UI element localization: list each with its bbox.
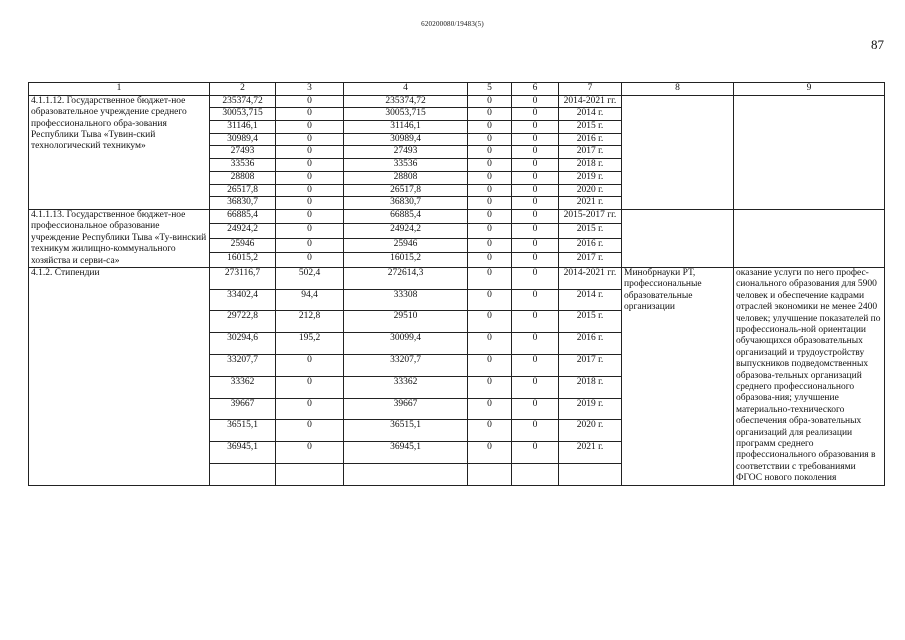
value-cell: 39667	[210, 398, 276, 420]
value-cell: 0	[512, 184, 559, 197]
agency-cell	[622, 95, 734, 209]
value-cell: 0	[512, 224, 559, 239]
value-cell: 212,8	[276, 311, 344, 333]
value-cell: 0	[468, 289, 512, 311]
budget-table	[28, 82, 885, 486]
value-cell: 33362	[344, 376, 468, 398]
empty-cell	[559, 463, 622, 485]
value-cell: 0	[468, 108, 512, 121]
value-cell: 0	[276, 224, 344, 239]
value-cell: 0	[276, 398, 344, 420]
value-cell: 0	[276, 238, 344, 253]
value-cell: 0	[512, 267, 559, 289]
value-cell: 2014 г.	[559, 289, 622, 311]
value-cell: 30099,4	[344, 333, 468, 355]
value-cell: 24924,2	[210, 224, 276, 239]
value-cell: 195,2	[276, 333, 344, 355]
value-cell: 0	[468, 121, 512, 134]
value-cell: 33207,7	[344, 354, 468, 376]
program-name-cell: 4.1.2. Стипендии	[29, 267, 210, 485]
value-cell: 0	[512, 209, 559, 224]
value-cell: 30989,4	[344, 133, 468, 146]
value-cell: 0	[468, 333, 512, 355]
value-cell: 2020 г.	[559, 184, 622, 197]
value-cell: 0	[276, 108, 344, 121]
value-cell: 0	[276, 133, 344, 146]
value-cell: 0	[468, 146, 512, 159]
value-cell: 0	[276, 420, 344, 442]
value-cell: 0	[468, 420, 512, 442]
value-cell: 0	[468, 398, 512, 420]
column-header: 3	[276, 83, 344, 96]
header-row	[29, 83, 885, 96]
value-cell: 0	[512, 159, 559, 172]
value-cell: 2016 г.	[559, 133, 622, 146]
column-header: 1	[29, 83, 210, 96]
value-cell: 2015-2017 гг.	[559, 209, 622, 224]
value-cell: 2017 г.	[559, 253, 622, 268]
value-cell: 0	[468, 209, 512, 224]
value-cell: 0	[276, 376, 344, 398]
column-header: 6	[512, 83, 559, 96]
program-name-cell: 4.1.1.13. Государственное бюджет-ное профессиональное образование учреждение Республики Тыва «Ту-винский техникум жилищно-коммунального хозяйства и серви-са»	[29, 209, 210, 267]
value-cell: 0	[512, 420, 559, 442]
empty-cell	[210, 463, 276, 485]
value-cell: 30053,715	[210, 108, 276, 121]
column-header: 8	[622, 83, 734, 96]
value-cell: 33402,4	[210, 289, 276, 311]
value-cell: 273116,7	[210, 267, 276, 289]
table-row	[29, 267, 885, 289]
value-cell: 0	[512, 108, 559, 121]
value-cell: 0	[468, 442, 512, 464]
value-cell: 235374,72	[344, 95, 468, 108]
value-cell: 2016 г.	[559, 238, 622, 253]
value-cell: 0	[468, 184, 512, 197]
value-cell: 0	[512, 253, 559, 268]
value-cell: 272614,3	[344, 267, 468, 289]
value-cell: 0	[468, 159, 512, 172]
value-cell: 0	[468, 133, 512, 146]
value-cell: 0	[468, 238, 512, 253]
result-cell	[734, 95, 885, 209]
value-cell: 0	[276, 197, 344, 210]
empty-cell	[468, 463, 512, 485]
value-cell: 0	[468, 354, 512, 376]
value-cell: 30053,715	[344, 108, 468, 121]
value-cell: 33536	[210, 159, 276, 172]
value-cell: 66885,4	[344, 209, 468, 224]
value-cell: 29722,8	[210, 311, 276, 333]
value-cell: 33362	[210, 376, 276, 398]
value-cell: 31146,1	[344, 121, 468, 134]
value-cell: 2017 г.	[559, 354, 622, 376]
value-cell: 16015,2	[344, 253, 468, 268]
value-cell: 33308	[344, 289, 468, 311]
value-cell: 94,4	[276, 289, 344, 311]
value-cell: 0	[276, 171, 344, 184]
value-cell: 0	[276, 121, 344, 134]
value-cell: 0	[468, 95, 512, 108]
value-cell: 2014-2021 гг.	[559, 95, 622, 108]
value-cell: 25946	[344, 238, 468, 253]
value-cell: 36830,7	[344, 197, 468, 210]
value-cell: 0	[512, 398, 559, 420]
value-cell: 24924,2	[344, 224, 468, 239]
value-cell: 36945,1	[344, 442, 468, 464]
value-cell: 0	[512, 171, 559, 184]
value-cell: 0	[468, 171, 512, 184]
value-cell: 66885,4	[210, 209, 276, 224]
value-cell: 0	[512, 311, 559, 333]
value-cell: 2015 г.	[559, 121, 622, 134]
value-cell: 0	[512, 333, 559, 355]
value-cell: 30989,4	[210, 133, 276, 146]
value-cell: 0	[276, 159, 344, 172]
value-cell: 0	[512, 95, 559, 108]
value-cell: 2021 г.	[559, 442, 622, 464]
value-cell: 16015,2	[210, 253, 276, 268]
value-cell: 0	[512, 289, 559, 311]
value-cell: 27493	[344, 146, 468, 159]
column-header: 5	[468, 83, 512, 96]
value-cell: 36515,1	[210, 420, 276, 442]
value-cell: 2014-2021 гг.	[559, 267, 622, 289]
empty-cell	[344, 463, 468, 485]
value-cell: 0	[512, 376, 559, 398]
value-cell: 0	[512, 354, 559, 376]
value-cell: 26517,8	[210, 184, 276, 197]
column-header: 2	[210, 83, 276, 96]
value-cell: 39667	[344, 398, 468, 420]
value-cell: 33207,7	[210, 354, 276, 376]
value-cell: 31146,1	[210, 121, 276, 134]
value-cell: 2018 г.	[559, 159, 622, 172]
value-cell: 502,4	[276, 267, 344, 289]
empty-cell	[276, 463, 344, 485]
value-cell: 33536	[344, 159, 468, 172]
value-cell: 29510	[344, 311, 468, 333]
value-cell: 0	[468, 311, 512, 333]
value-cell: 0	[468, 197, 512, 210]
value-cell: 0	[512, 146, 559, 159]
value-cell: 0	[512, 238, 559, 253]
value-cell: 36515,1	[344, 420, 468, 442]
empty-cell	[512, 463, 559, 485]
value-cell: 25946	[210, 238, 276, 253]
value-cell: 36830,7	[210, 197, 276, 210]
value-cell: 0	[468, 253, 512, 268]
value-cell: 0	[276, 184, 344, 197]
value-cell: 0	[276, 253, 344, 268]
value-cell: 2014 г.	[559, 108, 622, 121]
program-name-cell: 4.1.1.12. Государственное бюджет-ное образовательное учреждение среднего профессионального обра-зования Республики Тыва «Тувин-ский технологический техникум»	[29, 95, 210, 209]
value-cell: 2021 г.	[559, 197, 622, 210]
value-cell: 0	[468, 267, 512, 289]
column-header: 7	[559, 83, 622, 96]
result-cell	[734, 209, 885, 267]
page-number: 87	[871, 37, 884, 52]
column-header: 4	[344, 83, 468, 96]
table-row	[29, 209, 885, 224]
value-cell: 235374,72	[210, 95, 276, 108]
value-cell: 2019 г.	[559, 171, 622, 184]
value-cell: 0	[276, 354, 344, 376]
agency-cell: Минобрнауки РТ, профессиональные образовательные организации	[622, 267, 734, 485]
value-cell: 0	[276, 146, 344, 159]
value-cell: 0	[276, 209, 344, 224]
value-cell: 0	[468, 376, 512, 398]
value-cell: 28808	[210, 171, 276, 184]
value-cell: 26517,8	[344, 184, 468, 197]
value-cell: 2015 г.	[559, 224, 622, 239]
table-row	[29, 95, 885, 108]
value-cell: 2019 г.	[559, 398, 622, 420]
value-cell: 28808	[344, 171, 468, 184]
value-cell: 0	[512, 121, 559, 134]
value-cell: 2015 г.	[559, 311, 622, 333]
value-cell: 2020 г.	[559, 420, 622, 442]
value-cell: 0	[276, 442, 344, 464]
value-cell: 0	[512, 197, 559, 210]
value-cell: 27493	[210, 146, 276, 159]
result-cell: оказание услуги по него профес-сионального образования для 5900 человек и обеспечение кадрами отраслей экономики не менее 2400 человек; улучшение показателей по профессиональ-ной ориентации обучающихся образовательных организаций и трудоустройству выпускников подведомственных образова-тельных организаций среднего профессионального образова-ния; улучшение материально-технического обеспечения обра-зовательных организаций для реализации программ среднего профессионального образования в соответствии с требованиями ФГОС нового поколения	[734, 267, 885, 485]
column-header: 9	[734, 83, 885, 96]
value-cell: 0	[512, 133, 559, 146]
value-cell: 0	[512, 442, 559, 464]
value-cell: 0	[276, 95, 344, 108]
value-cell: 36945,1	[210, 442, 276, 464]
value-cell: 0	[468, 224, 512, 239]
value-cell: 30294,6	[210, 333, 276, 355]
value-cell: 2018 г.	[559, 376, 622, 398]
value-cell: 2017 г.	[559, 146, 622, 159]
document-id: 620200080/19483(5)	[421, 20, 484, 28]
agency-cell	[622, 209, 734, 267]
value-cell: 2016 г.	[559, 333, 622, 355]
